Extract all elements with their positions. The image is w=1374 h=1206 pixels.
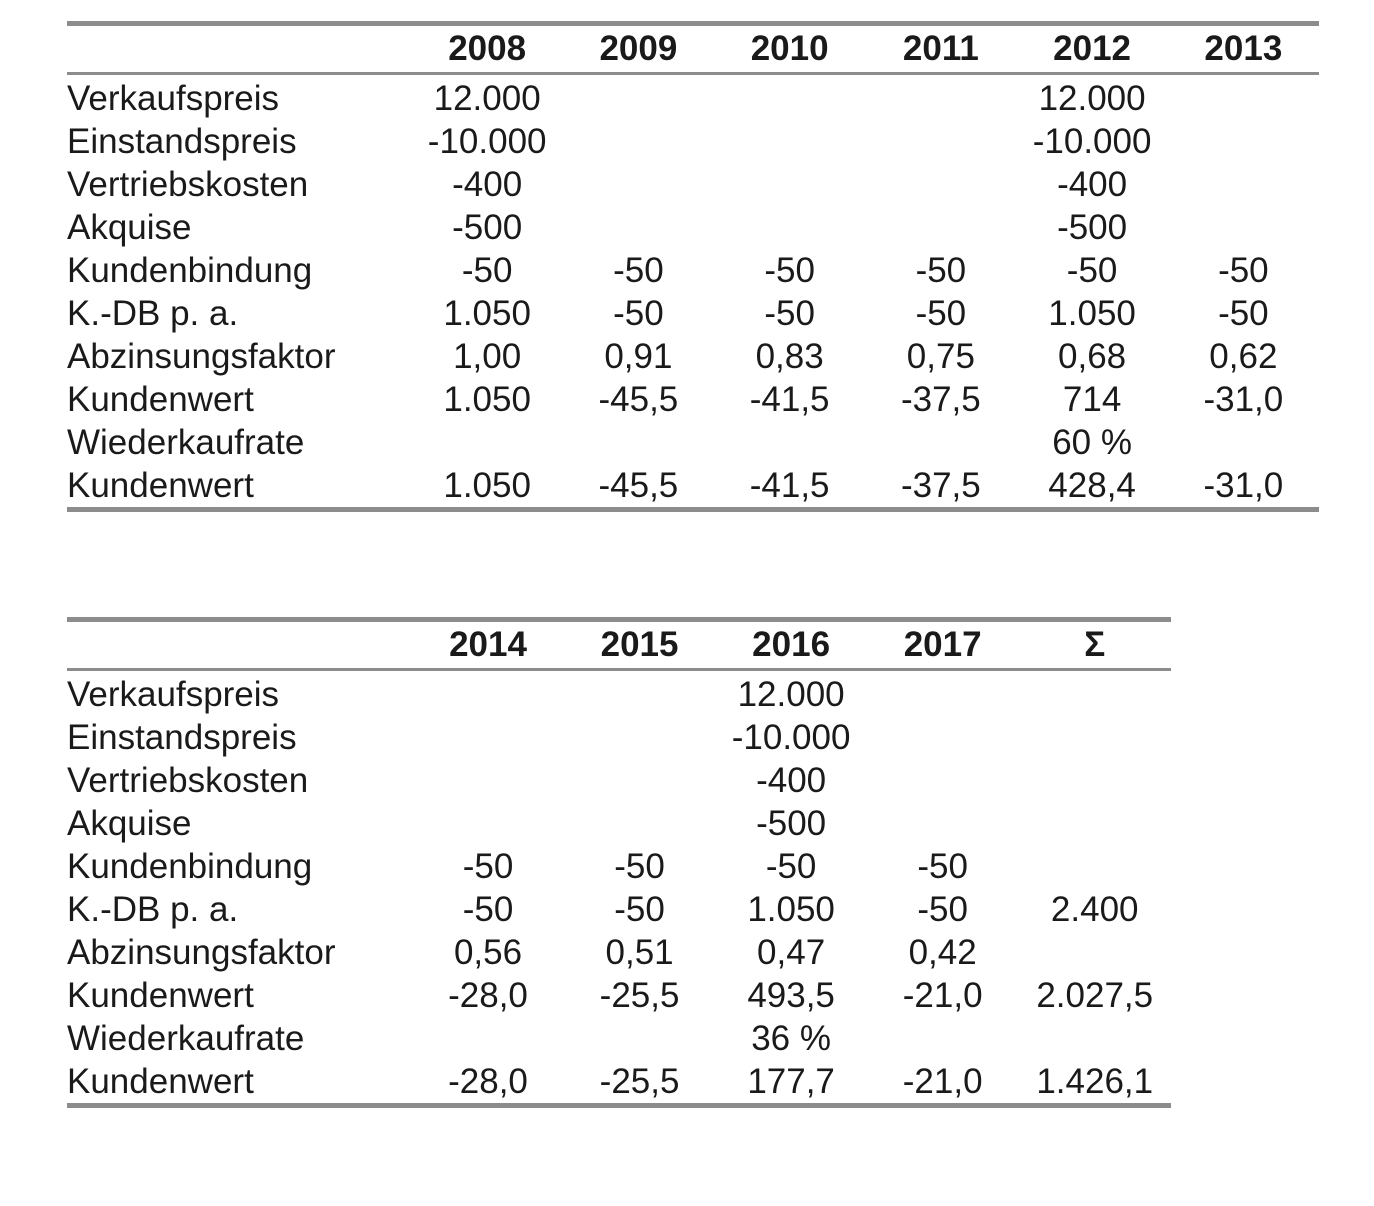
table-cell <box>867 759 1019 802</box>
table-cell: -50 <box>461 250 513 290</box>
table-cell <box>1018 1017 1171 1060</box>
row-label: Akquise <box>67 803 192 843</box>
table-cell: 0,42 <box>908 932 977 972</box>
table-cell: -41,5 <box>749 379 830 419</box>
table-cell <box>714 120 865 163</box>
table-cell: -500 <box>1057 207 1128 247</box>
table-cell: -45,5 <box>598 465 679 505</box>
table-cell: 493,5 <box>747 975 835 1015</box>
table-cell: -45,5 <box>598 379 679 419</box>
table-cell <box>1018 759 1171 802</box>
table-cell: 2.027,5 <box>1036 975 1154 1015</box>
table-cell <box>714 206 865 249</box>
row-label: Abzinsungsfaktor <box>67 336 336 376</box>
table-cell <box>867 1017 1019 1060</box>
table-cell <box>1168 120 1319 163</box>
table-cell: -50 <box>614 889 665 929</box>
table-cell <box>412 716 564 759</box>
table-cell: -25,5 <box>599 1061 680 1101</box>
table-cell <box>564 1017 716 1060</box>
row-label: Verkaufspreis <box>67 674 280 714</box>
table-row <box>67 292 1319 335</box>
table-cell <box>1168 206 1319 249</box>
table-cell <box>1018 670 1171 717</box>
table-row <box>67 716 1171 759</box>
table-cell: 60 % <box>1052 422 1132 462</box>
table-cell: -37,5 <box>900 379 981 419</box>
row-label: Kundenbindung <box>67 846 313 886</box>
header-empty <box>67 622 412 670</box>
table-cell: -400 <box>452 164 523 204</box>
table-cell: -50 <box>614 846 665 886</box>
table-cell <box>1018 802 1171 845</box>
header-row <box>67 622 1171 670</box>
table-cell: 1.050 <box>747 889 835 929</box>
row-label: K.-DB p. a. <box>67 889 239 929</box>
row-label: Akquise <box>67 207 192 247</box>
table-row <box>67 1017 1171 1060</box>
table-cell <box>563 421 714 464</box>
table-cell: -10.000 <box>1032 121 1152 161</box>
row-label: Abzinsungsfaktor <box>67 932 336 972</box>
table-row <box>67 74 1319 121</box>
table-row <box>67 802 1171 845</box>
column-header: 2012 <box>1016 26 1167 74</box>
bottom-rule <box>67 1103 1171 1108</box>
row-label: Einstandspreis <box>67 121 297 161</box>
table-row <box>67 464 1319 507</box>
column-header: Σ <box>1018 622 1171 670</box>
table-cell <box>714 74 865 121</box>
column-header: 2009 <box>563 26 714 74</box>
table-cell: -31,0 <box>1203 379 1284 419</box>
table-cell: 1,00 <box>453 336 522 376</box>
table-cell: 12.000 <box>1038 78 1146 118</box>
table-cell: 714 <box>1062 379 1122 419</box>
column-header: 2008 <box>412 26 563 74</box>
customer-value-table-2014-2017 <box>67 617 1171 1108</box>
table-cell: 0,91 <box>604 336 673 376</box>
row-label: K.-DB p. a. <box>67 293 239 333</box>
table-row <box>67 249 1319 292</box>
table-row <box>67 759 1171 802</box>
table-cell <box>867 716 1019 759</box>
table-cell <box>714 421 865 464</box>
row-label: Kundenwert <box>67 379 254 419</box>
customer-value-table-2008-2013 <box>67 21 1319 512</box>
column-header: 2017 <box>867 622 1019 670</box>
table-cell: -500 <box>452 207 523 247</box>
header-row <box>67 26 1319 74</box>
table-row <box>67 1060 1171 1103</box>
table-cell <box>564 802 716 845</box>
row-label: Vertriebskosten <box>67 164 309 204</box>
table-cell <box>563 206 714 249</box>
table-cell: -41,5 <box>749 465 830 505</box>
table-cell: -50 <box>917 889 968 929</box>
table-cell: 0,56 <box>453 932 523 972</box>
table-row <box>67 845 1171 888</box>
table-cell: -21,0 <box>902 975 983 1015</box>
table-row <box>67 931 1171 974</box>
column-header: 2015 <box>564 622 716 670</box>
column-header: 2016 <box>715 622 867 670</box>
table-cell <box>563 120 714 163</box>
table-cell <box>867 670 1019 717</box>
table-cell: -500 <box>756 803 827 843</box>
column-header: 2011 <box>865 26 1016 74</box>
table-cell: -50 <box>1218 250 1269 290</box>
table-cell <box>865 163 1016 206</box>
row-label: Verkaufspreis <box>67 78 280 118</box>
table-cell: -400 <box>756 760 827 800</box>
table-cell <box>865 206 1016 249</box>
table-row <box>67 421 1319 464</box>
table-cell <box>1168 163 1319 206</box>
table-row <box>67 163 1319 206</box>
table-cell <box>564 759 716 802</box>
table-cell <box>563 163 714 206</box>
table-cell <box>564 670 716 717</box>
table-cell <box>412 759 564 802</box>
row-label: Kundenwert <box>67 975 254 1015</box>
table-cell: -10.000 <box>731 717 851 757</box>
table-cell: 0,75 <box>906 336 975 376</box>
table-cell: -50 <box>915 293 967 333</box>
table-cell: -50 <box>915 250 967 290</box>
table-row <box>67 670 1171 717</box>
row-label: Wiederkaufrate <box>67 422 305 462</box>
row-label: Kundenwert <box>67 1061 254 1101</box>
table-cell <box>412 421 563 464</box>
table-cell <box>1168 421 1319 464</box>
table-cell <box>412 670 564 717</box>
table-cell: 12.000 <box>433 78 541 118</box>
table-cell: 0,47 <box>757 932 826 972</box>
table-row <box>67 974 1171 1017</box>
table-cell: -10.000 <box>427 121 547 161</box>
table-cell: -50 <box>765 846 817 886</box>
table-cell: 2.400 <box>1050 889 1139 929</box>
table-cell <box>865 74 1016 121</box>
table-row <box>67 206 1319 249</box>
table-cell: -28,0 <box>448 975 528 1015</box>
table-cell: 0,62 <box>1209 336 1278 376</box>
table-cell: -31,0 <box>1203 465 1284 505</box>
table-cell <box>1018 931 1171 974</box>
table-cell: -50 <box>462 846 514 886</box>
table-cell: 1.050 <box>443 379 531 419</box>
table-cell: 12.000 <box>737 674 845 714</box>
table-cell: 177,7 <box>747 1061 835 1101</box>
header-empty <box>67 26 412 74</box>
table-cell: -50 <box>764 250 815 290</box>
table-cell: -50 <box>613 250 664 290</box>
row-label: Kundenwert <box>67 465 254 505</box>
row-label: Vertriebskosten <box>67 760 309 800</box>
table-cell: -50 <box>613 293 664 333</box>
table-cell: 0,83 <box>755 336 824 376</box>
table-cell: 1.426,1 <box>1036 1061 1154 1101</box>
table-cell <box>865 421 1016 464</box>
table-cell <box>867 802 1019 845</box>
table-row <box>67 378 1319 421</box>
table-cell: -50 <box>764 293 815 333</box>
table-cell: -50 <box>1066 250 1118 290</box>
table-cell: 0,68 <box>1058 336 1127 376</box>
table-cell: 36 % <box>751 1018 831 1058</box>
bottom-rule <box>67 507 1319 512</box>
table-cell <box>563 74 714 121</box>
table-cell: -50 <box>917 846 968 886</box>
table-cell <box>412 1017 564 1060</box>
table-cell: -50 <box>462 889 514 929</box>
table-row <box>67 335 1319 378</box>
table-cell <box>1018 845 1171 888</box>
table-cell: -50 <box>1218 293 1269 333</box>
column-header: 2013 <box>1168 26 1319 74</box>
table-cell: 1.050 <box>1048 293 1136 333</box>
table-cell: -21,0 <box>902 1061 983 1101</box>
table-cell: 1.050 <box>443 465 531 505</box>
table-cell <box>564 716 716 759</box>
table-cell: -400 <box>1057 164 1128 204</box>
table-cell: -37,5 <box>900 465 981 505</box>
row-label: Wiederkaufrate <box>67 1018 305 1058</box>
table-row <box>67 120 1319 163</box>
row-label: Kundenbindung <box>67 250 313 290</box>
table-row <box>67 888 1171 931</box>
table-cell <box>412 802 564 845</box>
table-cell <box>1168 74 1319 121</box>
table-cell <box>1018 716 1171 759</box>
row-label: Einstandspreis <box>67 717 297 757</box>
table-cell: 428,4 <box>1048 465 1136 505</box>
table-cell: -28,0 <box>448 1061 528 1101</box>
column-header: 2010 <box>714 26 865 74</box>
table-cell: -25,5 <box>599 975 680 1015</box>
table-cell: 1.050 <box>443 293 531 333</box>
table-cell: 0,51 <box>605 932 674 972</box>
table-cell <box>714 163 865 206</box>
table-cell <box>865 120 1016 163</box>
column-header: 2014 <box>412 622 564 670</box>
